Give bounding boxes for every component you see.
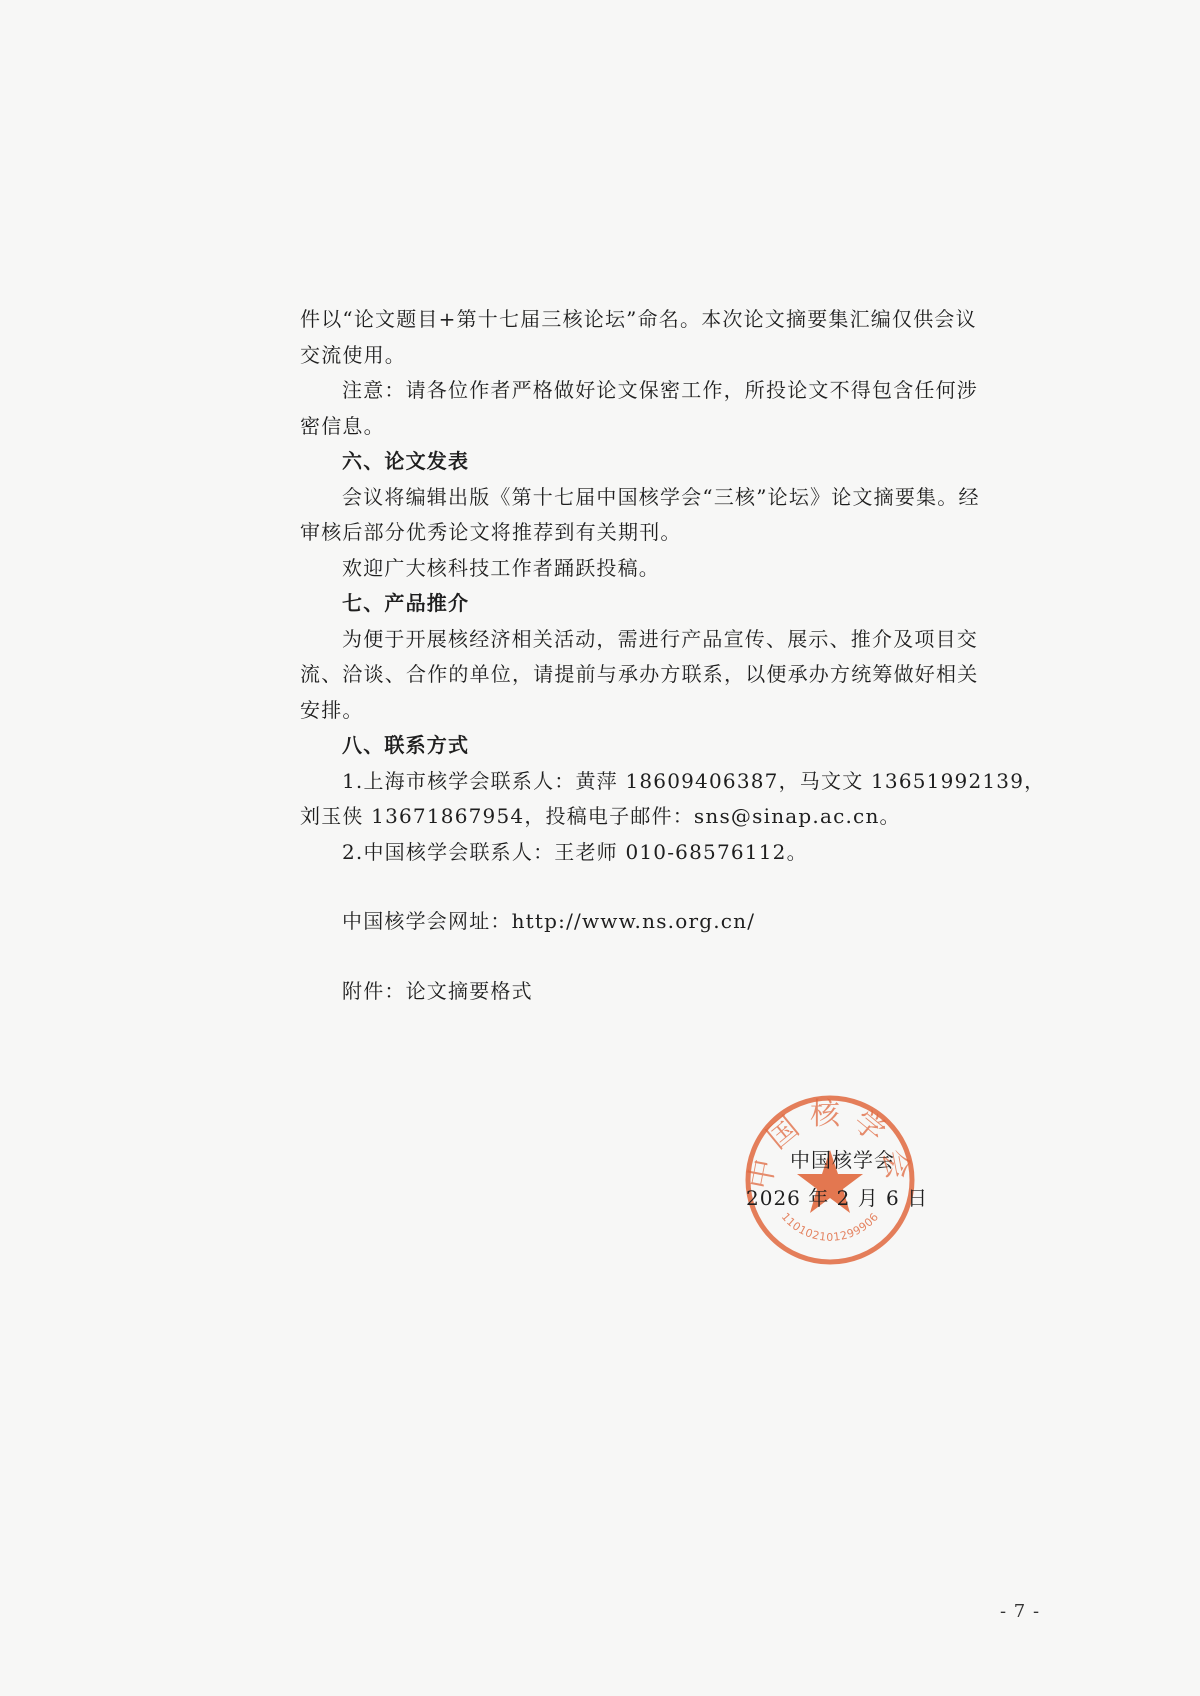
paragraph-line: 中国核学会网址：http://www.ns.org.cn/ <box>342 909 756 933</box>
paragraph-line: 刘玉侠 13671867954，投稿电子邮件：sns@sinap.ac.cn。 <box>300 804 901 828</box>
document-body <box>300 302 1046 1009</box>
stamp-arc-text: 中国核学会 <box>742 1097 918 1193</box>
blank-line <box>300 870 964 904</box>
paragraph-line: 2.中国核学会联系人：王老师 010-68576112。 <box>342 839 808 864</box>
stamp-code-text: 110102101299906 <box>778 1210 882 1244</box>
signature-org: 中国核学会 <box>790 1148 895 1172</box>
paragraph-line: 为便于开展核经济相关活动，需进行产品宣传、展示、推介及项目交 <box>342 626 978 651</box>
paragraph-line: 安排。 <box>300 697 364 722</box>
paragraph-line: 注意：请各位作者严格做好论文保密工作，所投论文不得包含任何涉 <box>342 378 978 402</box>
svg-text:110102101299906 <box>779 1210 882 1243</box>
paragraph-line: 件以“论文题目+第十七届三核论坛”命名。本次论文摘要集汇编仅供会议 <box>300 307 977 331</box>
paragraph-line: 密信息。 <box>300 413 385 438</box>
paragraph-line: 审核后部分优秀论文将推荐到有关期刊。 <box>300 520 682 544</box>
section-heading: 六、论文发表 <box>342 449 470 473</box>
paragraph-line: 1.上海市核学会联系人：黄萍 18609406387，马文文 13651992139， <box>342 768 1046 793</box>
section-heading: 八、联系方式 <box>342 733 470 757</box>
paragraph-line: 交流使用。 <box>300 342 406 367</box>
signature-date: 2026 年 2 月 6 日 <box>746 1186 929 1210</box>
paragraph-line: 流、洽谈、合作的单位，请提前与承办方联系，以便承办方统筹做好相关 <box>300 662 979 686</box>
paragraph-line: 附件：论文摘要格式 <box>342 978 533 1003</box>
official-seal-stamp <box>740 1090 920 1270</box>
paragraph-line: 会议将编辑出版《第十七届中国核学会“三核”论坛》论文摘要集。经 <box>342 484 980 509</box>
page-number: - 7 - <box>1000 1601 1041 1622</box>
section-heading: 七、产品推介 <box>342 591 470 615</box>
paragraph-line: 欢迎广大核科技工作者踊跃投稿。 <box>342 555 660 580</box>
blank-line <box>300 940 964 974</box>
